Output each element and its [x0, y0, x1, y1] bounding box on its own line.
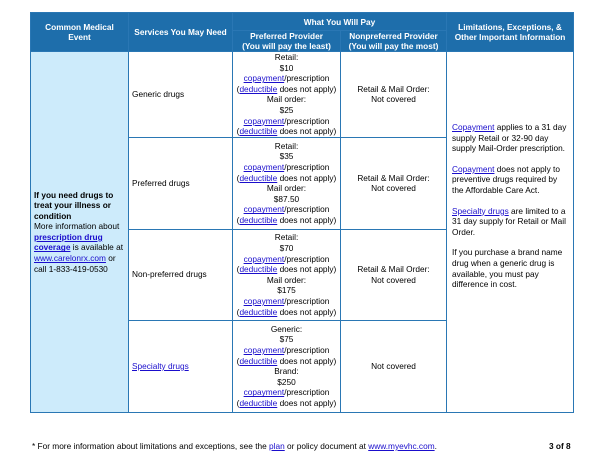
- header-preferred-label: Preferred Provider: [250, 31, 323, 41]
- header-limitations: Limitations, Exceptions, & Other Important Information: [447, 13, 574, 52]
- nonpreferred-cost-cell: [341, 52, 447, 138]
- cost-line: [236, 183, 337, 194]
- footer-text: * For more information about limitations and exceptions, see the: [32, 441, 270, 451]
- text: does not apply): [277, 355, 337, 366]
- plan-link[interactable]: plan: [269, 441, 285, 451]
- service-cell: [129, 229, 233, 320]
- cost-line: [236, 275, 337, 286]
- cost-line: [236, 324, 337, 335]
- text: $70: [279, 242, 294, 253]
- header-nonpreferred: [341, 31, 447, 52]
- service-name: Non-preferred drugs: [132, 269, 207, 280]
- header-services: Services You May Need: [129, 13, 233, 52]
- event-text: or call 1-833-419-0530: [34, 253, 116, 274]
- term-link[interactable]: deductible: [239, 83, 278, 94]
- cost-line: [236, 105, 337, 126]
- text: (: [236, 126, 240, 137]
- term-link[interactable]: deductible: [239, 398, 278, 409]
- table-row: [31, 52, 574, 138]
- text: (: [236, 264, 240, 275]
- header-preferred: [233, 31, 341, 52]
- text: $87.50: [273, 193, 300, 204]
- text: does not apply): [277, 398, 337, 409]
- text: $75: [279, 334, 294, 345]
- cost-line: [236, 194, 337, 215]
- text: Mail order:: [266, 94, 307, 105]
- service-name: Generic drugs: [132, 89, 185, 100]
- term-link[interactable]: copayment: [243, 162, 285, 173]
- header-preferred-sub: (You will pay the least): [242, 41, 331, 51]
- limitations-cell: [447, 52, 574, 413]
- prescription-drug-table: [30, 12, 574, 413]
- cost-line: [236, 173, 337, 184]
- text: does not apply): [277, 264, 337, 275]
- text: Retail:: [274, 140, 299, 151]
- cost-line: [236, 232, 337, 243]
- cost-line: Retail & Mail Order:: [357, 172, 430, 183]
- term-link[interactable]: deductible: [239, 215, 278, 226]
- text: /prescription: [284, 387, 330, 398]
- myevhc-link[interactable]: www.myevhc.com: [368, 441, 435, 451]
- cost-line: Retail & Mail Order:: [357, 83, 430, 94]
- cost-line: Not covered: [371, 360, 416, 371]
- prescription-coverage-link[interactable]: prescription drug coverage: [34, 231, 103, 253]
- text: does not apply): [277, 172, 337, 183]
- preferred-cost-cell: [233, 320, 341, 412]
- text: $175: [277, 285, 296, 296]
- text: Retail:: [274, 52, 299, 62]
- text: $35: [279, 151, 294, 162]
- text: /prescription: [284, 345, 330, 356]
- text: /prescription: [284, 204, 330, 215]
- cost-line: [236, 398, 337, 409]
- header-event: Common Medical Event: [31, 13, 129, 52]
- term-link[interactable]: deductible: [239, 355, 278, 366]
- cost-line: Not covered: [371, 274, 416, 285]
- term-link[interactable]: deductible: [239, 172, 278, 183]
- text: Retail:: [274, 232, 299, 243]
- term-link[interactable]: deductible: [239, 306, 278, 317]
- text: does not apply): [277, 83, 337, 94]
- text: Generic:: [270, 323, 303, 334]
- term-link[interactable]: copayment: [243, 295, 285, 306]
- cost-line: [236, 141, 337, 152]
- term-link[interactable]: copayment: [243, 387, 285, 398]
- service-cell: [129, 137, 233, 229]
- cost-line: [236, 334, 337, 355]
- carelonrx-link[interactable]: www.carelonrx.com: [34, 253, 106, 264]
- preferred-cost-cell: [233, 137, 341, 229]
- cost-line: [236, 377, 337, 398]
- limitation-note: [452, 206, 570, 238]
- cost-line: [236, 151, 337, 172]
- cost-line: [236, 285, 337, 306]
- cost-line: [236, 264, 337, 275]
- cost-line: [236, 356, 337, 367]
- nonpreferred-cost-cell: [341, 137, 447, 229]
- limitation-note: [452, 164, 570, 196]
- text: are limited to a 31 day supply for Retail or Mail Order.: [452, 205, 566, 237]
- cost-line: [236, 94, 337, 105]
- cost-line: Retail & Mail Order:: [357, 264, 430, 275]
- text: /prescription: [284, 162, 330, 173]
- term-link[interactable]: Copayment: [452, 122, 495, 132]
- header-nonpreferred-label: Nonpreferred Provider: [349, 31, 438, 41]
- service-cell: [129, 320, 233, 412]
- preferred-cost-cell: [233, 52, 341, 138]
- text: does not apply): [277, 126, 337, 137]
- service-name: Preferred drugs: [132, 177, 190, 188]
- text: $25: [279, 104, 294, 115]
- cost-line: [236, 52, 337, 63]
- text: Brand:: [274, 366, 299, 377]
- page-number: 3 of 8: [549, 441, 571, 451]
- footer-text: .: [434, 441, 437, 451]
- text: applies to a 31 day supply Retail or 32-90 day supply Mail-Order prescription.: [452, 122, 567, 154]
- limitation-note: [452, 247, 570, 289]
- cost-line: Not covered: [371, 183, 416, 194]
- cost-line: [236, 126, 337, 137]
- text: (: [236, 306, 240, 317]
- term-link[interactable]: copayment: [243, 73, 285, 84]
- term-link[interactable]: copayment: [243, 345, 285, 356]
- footer-note: [32, 441, 437, 451]
- nonpreferred-cost-cell: [341, 320, 447, 412]
- text: (: [236, 398, 240, 409]
- cost-line: [236, 307, 337, 318]
- event-text: More information about: [34, 221, 120, 232]
- text: Mail order:: [266, 183, 307, 194]
- text: does not apply): [277, 215, 337, 226]
- service-cell: [129, 52, 233, 138]
- header-nonpreferred-sub: (You will pay the most): [348, 41, 439, 51]
- cost-line: [236, 215, 337, 226]
- text: (: [236, 355, 240, 366]
- text: If you purchase a brand name drug when a generic drug is available, you must pay difference in cost.: [452, 247, 563, 290]
- preferred-cost-cell: [233, 229, 341, 320]
- limitation-note: [452, 122, 570, 154]
- term-link[interactable]: deductible: [239, 126, 278, 137]
- term-link[interactable]: copayment: [243, 204, 285, 215]
- text: does not apply): [277, 306, 337, 317]
- term-link[interactable]: copayment: [243, 115, 285, 126]
- cost-line: [236, 366, 337, 377]
- text: /prescription: [284, 295, 330, 306]
- text: /prescription: [284, 253, 330, 264]
- term-link[interactable]: copayment: [243, 253, 285, 264]
- term-link[interactable]: Specialty drugs: [452, 205, 509, 216]
- cost-line: [236, 63, 337, 84]
- term-link[interactable]: Copayment: [452, 163, 495, 174]
- text: does not apply to preventive drugs required by the Affordable Care Act.: [452, 163, 560, 195]
- event-text: is available at: [70, 242, 124, 253]
- nonpreferred-cost-cell: [341, 229, 447, 320]
- cost-line: Not covered: [371, 94, 416, 105]
- event-title: If you need drugs to treat your illness or condition: [34, 189, 114, 221]
- footer-text: or policy document at: [284, 441, 369, 451]
- text: $250: [277, 376, 296, 387]
- text: /prescription: [284, 115, 330, 126]
- text: (: [236, 172, 240, 183]
- term-link[interactable]: deductible: [239, 264, 278, 275]
- text: $10: [279, 62, 294, 73]
- cost-line: [236, 84, 337, 95]
- text: /prescription: [284, 73, 330, 84]
- text: (: [236, 215, 240, 226]
- text: (: [236, 83, 240, 94]
- header-what-you-pay: What You Will Pay: [233, 13, 447, 31]
- cost-line: [236, 243, 337, 264]
- text: Mail order:: [266, 274, 307, 285]
- medical-event-cell: [31, 52, 129, 413]
- service-name[interactable]: Specialty drugs: [132, 360, 189, 371]
